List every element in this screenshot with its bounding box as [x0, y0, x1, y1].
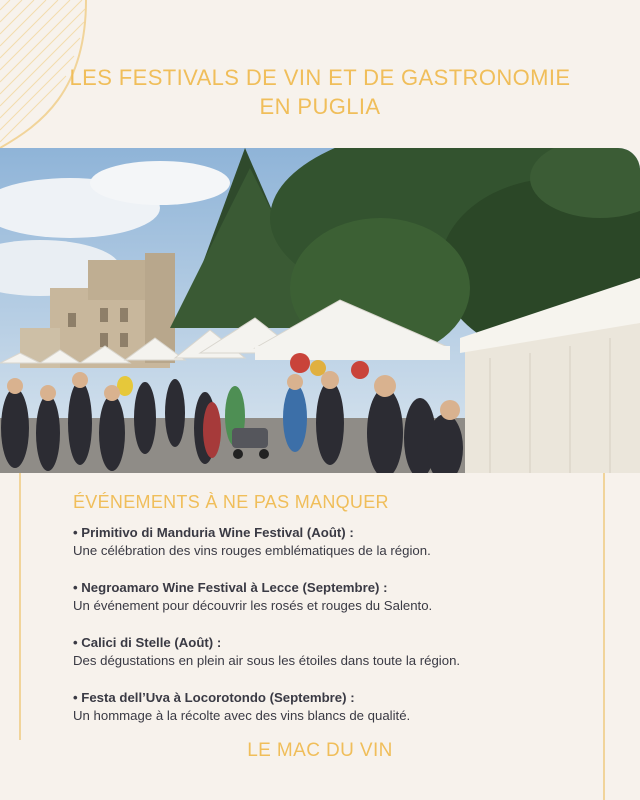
event-description: Un hommage à la récolte avec des vins blancs de qualité. [73, 708, 411, 723]
event-description: Un événement pour découvrir les rosés et rouges du Salento. [73, 598, 433, 613]
festival-market-illustration [0, 148, 640, 473]
page-title-line-2: EN PUGLIA [259, 94, 381, 119]
list-item [73, 634, 593, 670]
event-name: • Calici di Stelle (Août) : [73, 635, 222, 650]
page-title [40, 63, 600, 121]
festival-photo [0, 148, 640, 473]
event-name: • Primitivo di Manduria Wine Festival (Août) : [73, 525, 354, 540]
list-item [73, 579, 593, 615]
section-title: ÉVÉNEMENTS À NE PAS MANQUER [73, 492, 389, 512]
list-item [73, 524, 593, 560]
event-name: • Festa dell’Uva à Locorotondo (Septembre) : [73, 690, 355, 705]
list-item [73, 689, 593, 725]
events-list [73, 524, 593, 744]
event-description: Des dégustations en plein air sous les étoiles dans toute la région. [73, 653, 461, 668]
event-name: • Negroamaro Wine Festival à Lecce (Septembre) : [73, 580, 388, 595]
brand-footer: LE MAC DU VIN [247, 740, 393, 761]
event-description: Une célébration des vins rouges emblématiques de la région. [73, 543, 431, 558]
page-title-line-1: LES FESTIVALS DE VIN ET DE GASTRONOMIE [69, 65, 571, 90]
